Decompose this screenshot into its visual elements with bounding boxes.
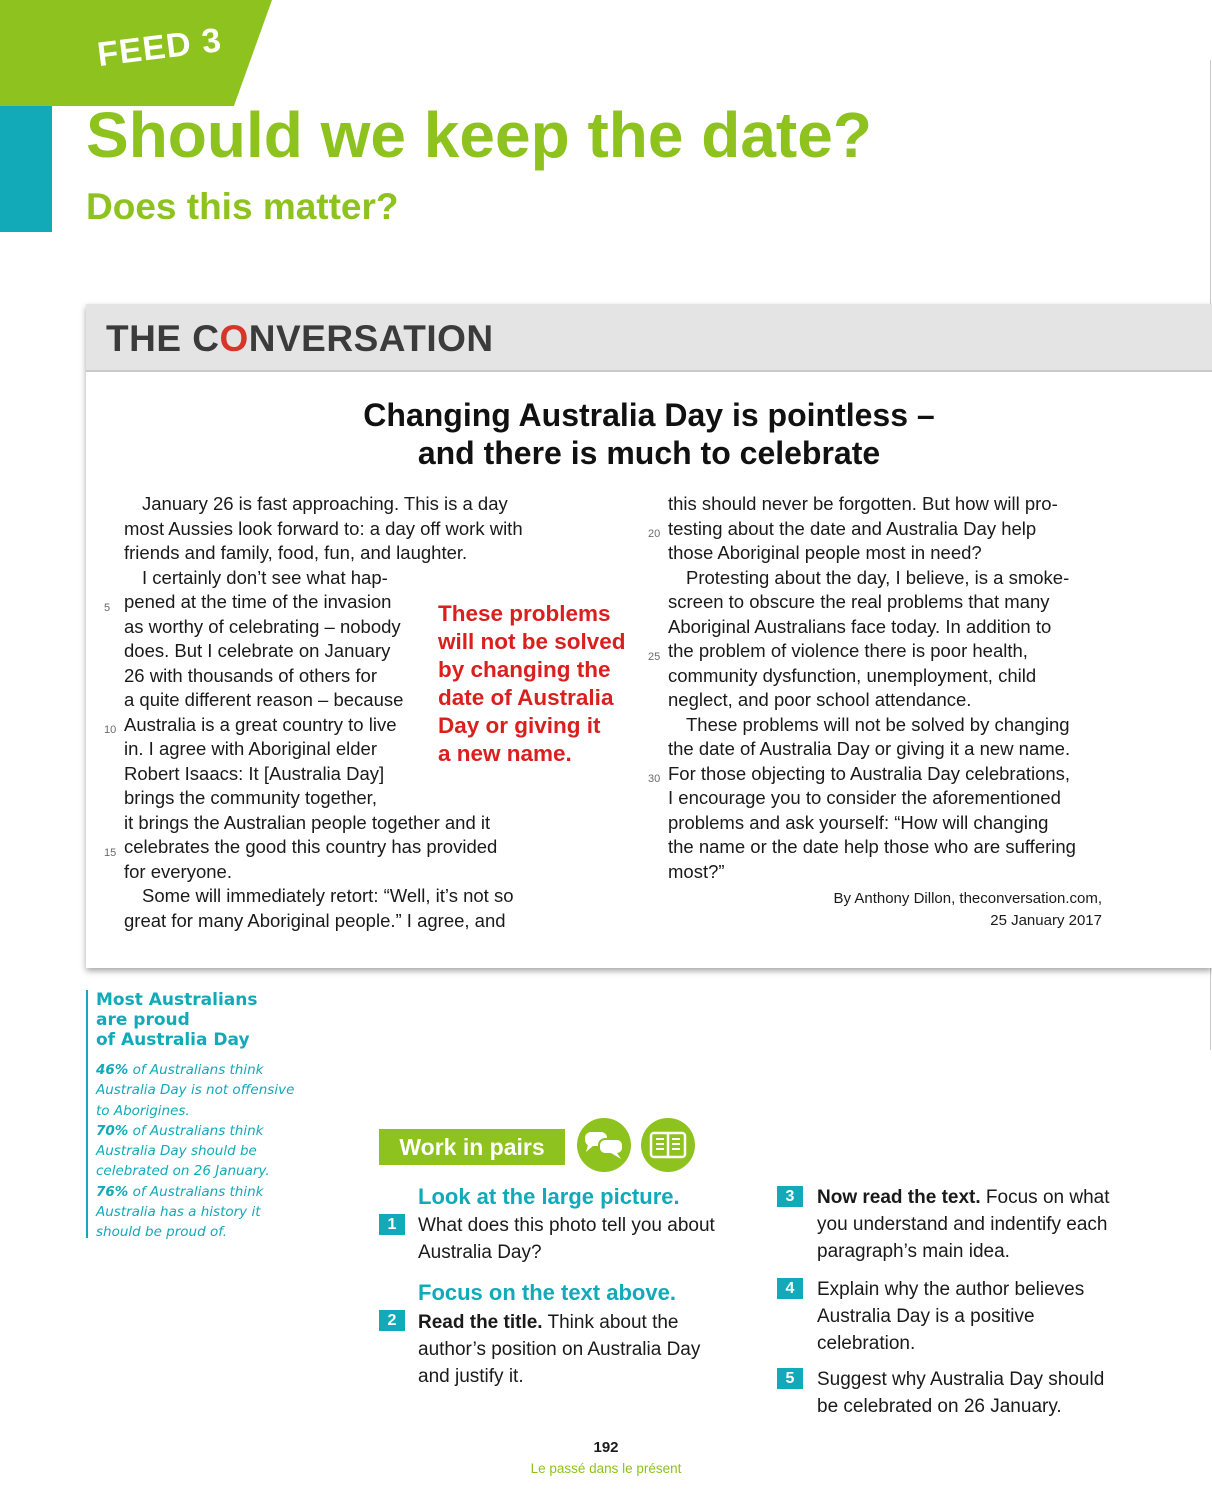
activity-text: Think about the <box>542 1312 679 1333</box>
stat-line: celebrated on 26 January. <box>96 1163 270 1180</box>
pull-quote-line: Day or giving it <box>438 713 601 738</box>
activity-line: Explain why the author believes <box>817 1279 1085 1300</box>
text-line: does. But I celebrate on January <box>124 640 391 661</box>
activity-line <box>418 1309 700 1336</box>
fact-title-line: are proud <box>96 1010 190 1030</box>
activity-line: you understand and indentify each <box>817 1214 1108 1235</box>
page-subtitle: Does this matter? <box>86 186 399 227</box>
text-line: I encourage you to consider the aforementioned <box>668 787 1061 808</box>
article-header <box>86 304 1212 372</box>
fact-box-stats <box>96 1060 294 1243</box>
text-line: neglect, and poor school attendance. <box>668 689 972 710</box>
text-line: the problem of violence there is poor health, <box>668 640 1028 661</box>
activity-number: 3 <box>777 1186 803 1207</box>
text-line: brings the community together, <box>124 787 377 808</box>
text-line: Robert Isaacs: It [Australia Day] <box>124 762 385 784</box>
text-line: it brings the Australian people together and it <box>124 811 491 833</box>
logo-speech-bubble-o: O <box>219 318 249 359</box>
headline-line: and there is much to celebrate <box>417 435 881 471</box>
logo-text-end: NVERSATION <box>248 318 494 359</box>
activity-bold: Now read the text. <box>817 1187 981 1208</box>
text-line: For those objecting to Australia Day celebrations, <box>668 762 1071 784</box>
text-line: as worthy of celebrating – nobody <box>124 615 401 637</box>
stat-line <box>96 1182 294 1202</box>
activity-heading: Focus on the text above. <box>418 1280 676 1305</box>
activity-line: be celebrated on 26 January. <box>817 1396 1062 1417</box>
text-line: friends and family, food, fun, and laughter. <box>124 542 468 563</box>
text-line: Protesting about the day, I believe, is a smoke- <box>686 566 1070 588</box>
text-line: I certainly don’t see what hap- <box>142 566 388 588</box>
activity-number: 4 <box>777 1278 803 1299</box>
stat-line: to Aborigines. <box>96 1102 190 1119</box>
text-line: community dysfunction, unemployment, child <box>668 664 1037 686</box>
pull-quote-line: by changing the <box>438 657 611 682</box>
byline-date: 25 January 2017 <box>990 912 1102 929</box>
stat-text: of Australians think <box>128 1062 264 1078</box>
stat-line: Australia Day is not offensive <box>96 1082 295 1099</box>
line-number: 5 <box>104 602 111 614</box>
activity-4 <box>817 1276 1084 1357</box>
line-number: 10 <box>104 724 117 736</box>
activity-5 <box>817 1366 1104 1420</box>
activity-line: celebration. <box>817 1333 916 1354</box>
book-icon <box>641 1118 695 1172</box>
text-line: problems and ask yourself: “How will changing <box>668 811 1049 833</box>
pull-quote-line: a new name. <box>438 741 572 766</box>
text-line: Aboriginal Australians face today. In addition to <box>668 615 1052 637</box>
accent-bar <box>0 100 52 232</box>
discussion-icon <box>577 1118 631 1172</box>
stat-percent: 76% <box>96 1183 129 1200</box>
stat-line <box>96 1121 294 1141</box>
activity-2 <box>418 1309 700 1390</box>
pull-quote-line: will not be solved <box>438 629 626 654</box>
text-line: most?” <box>668 860 725 882</box>
activity-bold: Read the title. <box>418 1312 543 1333</box>
text-line: the date of Australia Day or giving it a new name. <box>668 738 1071 759</box>
stat-text: of Australians think <box>128 1122 264 1139</box>
activity-3 <box>817 1184 1110 1265</box>
text-line: those Aboriginal people most in need? <box>668 542 982 563</box>
line-number: 30 <box>648 773 661 785</box>
fact-box-title <box>96 990 257 1050</box>
pull-quote-line: These problems <box>438 601 611 626</box>
activity-1 <box>418 1212 715 1266</box>
text-line: pened at the time of the invasion <box>124 591 392 612</box>
text-line: a quite different reason – because <box>124 689 404 710</box>
text-line: celebrates the good this country has provided <box>124 836 498 857</box>
stat-line: Australia Day should be <box>96 1143 257 1160</box>
text-line: in. I agree with Aboriginal elder <box>124 738 377 759</box>
text-line: January 26 is fast approaching. This is a day <box>142 493 508 514</box>
stat-percent: 46% <box>96 1062 129 1078</box>
work-in-pairs-label: Work in pairs <box>379 1129 565 1165</box>
activity-number: 5 <box>777 1368 803 1389</box>
activity-text: Focus on what <box>980 1187 1110 1208</box>
activity-line <box>817 1184 1110 1211</box>
activity-line: paragraph’s main idea. <box>817 1241 1010 1262</box>
text-line: testing about the date and Australia Day help <box>668 517 1037 539</box>
activity-heading: Look at the large picture. <box>418 1184 680 1209</box>
page-number: 192 <box>593 1439 619 1456</box>
fact-title-line: of Australia Day <box>96 1030 250 1050</box>
feed-label: FEED 3 <box>95 21 224 75</box>
article-headline <box>86 396 1212 472</box>
headline-line: Changing Australia Day is pointless – <box>363 397 935 433</box>
stat-line: Australia has a history it <box>96 1204 261 1221</box>
pull-quote <box>438 600 626 768</box>
fact-box <box>86 990 318 1241</box>
stat-text: of Australians think <box>128 1183 264 1200</box>
publication-logo <box>106 318 494 360</box>
activity-line: What does this photo tell you about <box>418 1215 715 1236</box>
byline: By Anthony Dillon, theconversation.com, <box>833 890 1102 907</box>
text-line: this should never be forgotten. But how will pro- <box>668 493 1058 514</box>
text-line: the name or the date help those who are suffering <box>668 836 1076 857</box>
text-line: Some will immediately retort: “Well, it’s not so <box>142 885 514 906</box>
activity-line: Australia Day? <box>418 1242 542 1263</box>
activity-number: 1 <box>379 1214 405 1235</box>
text-line: These problems will not be solved by changing <box>686 713 1070 735</box>
activity-line: author’s position on Australia Day <box>418 1339 701 1360</box>
activity-line: and justify it. <box>418 1366 524 1387</box>
text-line: for everyone. <box>124 860 232 882</box>
pull-quote-line: date of Australia <box>438 685 614 710</box>
text-line: most Aussies look forward to: a day off work with <box>124 517 523 539</box>
text-line: great for many Aboriginal people.” I agree, and <box>124 909 506 931</box>
activity-line: Australia Day is a positive <box>817 1306 1035 1327</box>
line-number: 20 <box>648 528 661 540</box>
article-card <box>86 304 1212 968</box>
stat-line <box>96 1060 294 1080</box>
stat-line: should be proud of. <box>96 1224 228 1241</box>
page-title: Should we keep the date? <box>86 99 872 171</box>
logo-text-start: THE C <box>106 318 220 359</box>
fact-title-line: Most Australians <box>96 990 258 1010</box>
activity-number: 2 <box>379 1310 405 1331</box>
book-title: Le passé dans le présent <box>530 1461 682 1476</box>
line-number: 25 <box>648 651 661 663</box>
article-column-2 <box>648 492 1102 932</box>
activity-line: Suggest why Australia Day should <box>817 1369 1105 1390</box>
line-number: 15 <box>104 847 117 859</box>
text-line: Australia is a great country to live <box>124 713 397 735</box>
stat-percent: 70% <box>96 1122 129 1139</box>
text-line: screen to obscure the real problems that many <box>668 591 1050 612</box>
text-line: 26 with thousands of others for <box>124 664 377 686</box>
